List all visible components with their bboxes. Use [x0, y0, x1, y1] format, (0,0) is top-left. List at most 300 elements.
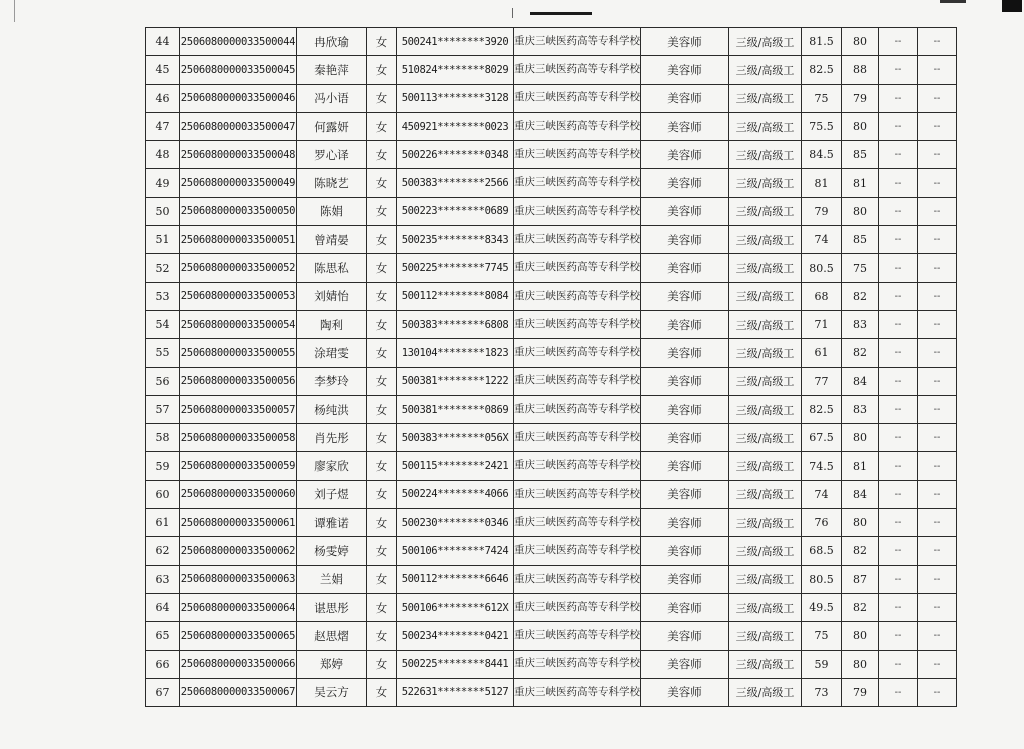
occupation-cell: 美容师 [641, 254, 729, 282]
extra-score-cell: -- [918, 678, 957, 706]
name-cell: 杨纯洪 [297, 395, 367, 423]
level-cell: 三级/高级工 [729, 28, 802, 56]
gender-cell: 女 [367, 254, 397, 282]
school-cell: 重庆三峡医药高等专科学校 [514, 226, 641, 254]
name-cell: 兰娟 [297, 565, 367, 593]
name-cell: 何露妍 [297, 112, 367, 140]
exam-number-cell: 2506080000033500063 [180, 565, 297, 593]
theory-score-cell: 75 [802, 622, 842, 650]
skill-score-cell: 79 [842, 678, 879, 706]
gender-cell: 女 [367, 650, 397, 678]
seq-cell: 56 [146, 367, 180, 395]
name-cell: 肖先彤 [297, 424, 367, 452]
school-cell: 重庆三峡医药高等专科学校 [514, 197, 641, 225]
scan-edge-mark [940, 0, 966, 3]
exam-number-cell: 2506080000033500045 [180, 56, 297, 84]
table-row [146, 56, 957, 84]
school-cell: 重庆三峡医药高等专科学校 [514, 452, 641, 480]
extra-score-cell: -- [879, 565, 918, 593]
extra-score-cell: -- [879, 622, 918, 650]
skill-score-cell: 82 [842, 593, 879, 621]
exam-number-cell: 2506080000033500050 [180, 197, 297, 225]
extra-score-cell: -- [879, 282, 918, 310]
exam-number-cell: 2506080000033500062 [180, 537, 297, 565]
level-cell: 三级/高级工 [729, 197, 802, 225]
exam-number-cell: 2506080000033500047 [180, 112, 297, 140]
table-row [146, 424, 957, 452]
id-number-cell: 500234********0421 [397, 622, 514, 650]
level-cell: 三级/高级工 [729, 310, 802, 338]
table-row [146, 480, 957, 508]
id-number-cell: 500381********0869 [397, 395, 514, 423]
id-number-cell: 500112********6646 [397, 565, 514, 593]
exam-number-cell: 2506080000033500055 [180, 339, 297, 367]
table-row [146, 141, 957, 169]
skill-score-cell: 80 [842, 112, 879, 140]
gender-cell: 女 [367, 226, 397, 254]
skill-score-cell: 80 [842, 509, 879, 537]
extra-score-cell: -- [918, 650, 957, 678]
seq-cell: 59 [146, 452, 180, 480]
school-cell: 重庆三峡医药高等专科学校 [514, 84, 641, 112]
table-row [146, 226, 957, 254]
theory-score-cell: 76 [802, 509, 842, 537]
level-cell: 三级/高级工 [729, 84, 802, 112]
id-number-cell: 500226********0348 [397, 141, 514, 169]
level-cell: 三级/高级工 [729, 112, 802, 140]
seq-cell: 45 [146, 56, 180, 84]
table-row [146, 282, 957, 310]
theory-score-cell: 79 [802, 197, 842, 225]
extra-score-cell: -- [879, 169, 918, 197]
id-number-cell: 500241********3920 [397, 28, 514, 56]
exam-number-cell: 2506080000033500059 [180, 452, 297, 480]
extra-score-cell: -- [879, 310, 918, 338]
theory-score-cell: 73 [802, 678, 842, 706]
occupation-cell: 美容师 [641, 226, 729, 254]
level-cell: 三级/高级工 [729, 622, 802, 650]
name-cell: 李梦玲 [297, 367, 367, 395]
exam-number-cell: 2506080000033500044 [180, 28, 297, 56]
school-cell: 重庆三峡医药高等专科学校 [514, 509, 641, 537]
extra-score-cell: -- [918, 254, 957, 282]
school-cell: 重庆三峡医药高等专科学校 [514, 565, 641, 593]
seq-cell: 63 [146, 565, 180, 593]
name-cell: 郑婷 [297, 650, 367, 678]
level-cell: 三级/高级工 [729, 537, 802, 565]
occupation-cell: 美容师 [641, 509, 729, 537]
table-row [146, 452, 957, 480]
seq-cell: 55 [146, 339, 180, 367]
seq-cell: 66 [146, 650, 180, 678]
gender-cell: 女 [367, 282, 397, 310]
skill-score-cell: 83 [842, 395, 879, 423]
seq-cell: 50 [146, 197, 180, 225]
extra-score-cell: -- [879, 226, 918, 254]
gender-cell: 女 [367, 509, 397, 537]
id-number-cell: 500225********8441 [397, 650, 514, 678]
table-row [146, 565, 957, 593]
skill-score-cell: 85 [842, 141, 879, 169]
theory-score-cell: 74 [802, 226, 842, 254]
level-cell: 三级/高级工 [729, 169, 802, 197]
seq-cell: 46 [146, 84, 180, 112]
school-cell: 重庆三峡医药高等专科学校 [514, 537, 641, 565]
extra-score-cell: -- [879, 395, 918, 423]
exam-number-cell: 2506080000033500058 [180, 424, 297, 452]
skill-score-cell: 83 [842, 310, 879, 338]
exam-number-cell: 2506080000033500066 [180, 650, 297, 678]
exam-number-cell: 2506080000033500061 [180, 509, 297, 537]
exam-number-cell: 2506080000033500067 [180, 678, 297, 706]
id-number-cell: 500381********1222 [397, 367, 514, 395]
occupation-cell: 美容师 [641, 395, 729, 423]
extra-score-cell: -- [918, 56, 957, 84]
name-cell: 陈娟 [297, 197, 367, 225]
extra-score-cell: -- [879, 254, 918, 282]
table-row [146, 28, 957, 56]
level-cell: 三级/高级工 [729, 509, 802, 537]
skill-score-cell: 80 [842, 650, 879, 678]
level-cell: 三级/高级工 [729, 141, 802, 169]
extra-score-cell: -- [918, 197, 957, 225]
scan-edge-mark [512, 8, 513, 18]
seq-cell: 65 [146, 622, 180, 650]
theory-score-cell: 77 [802, 367, 842, 395]
name-cell: 谌思彤 [297, 593, 367, 621]
exam-number-cell: 2506080000033500065 [180, 622, 297, 650]
level-cell: 三级/高级工 [729, 339, 802, 367]
table-row [146, 197, 957, 225]
exam-number-cell: 2506080000033500056 [180, 367, 297, 395]
name-cell: 秦艳萍 [297, 56, 367, 84]
occupation-cell: 美容师 [641, 452, 729, 480]
gender-cell: 女 [367, 537, 397, 565]
extra-score-cell: -- [918, 84, 957, 112]
gender-cell: 女 [367, 112, 397, 140]
school-cell: 重庆三峡医药高等专科学校 [514, 678, 641, 706]
skill-score-cell: 81 [842, 452, 879, 480]
extra-score-cell: -- [879, 84, 918, 112]
gender-cell: 女 [367, 565, 397, 593]
table-row [146, 254, 957, 282]
theory-score-cell: 81.5 [802, 28, 842, 56]
seq-cell: 67 [146, 678, 180, 706]
level-cell: 三级/高级工 [729, 678, 802, 706]
gender-cell: 女 [367, 678, 397, 706]
table-row [146, 622, 957, 650]
id-number-cell: 510824********8029 [397, 56, 514, 84]
gender-cell: 女 [367, 84, 397, 112]
skill-score-cell: 85 [842, 226, 879, 254]
theory-score-cell: 80.5 [802, 565, 842, 593]
table-row [146, 339, 957, 367]
id-number-cell: 500383********2566 [397, 169, 514, 197]
seq-cell: 47 [146, 112, 180, 140]
school-cell: 重庆三峡医药高等专科学校 [514, 254, 641, 282]
gender-cell: 女 [367, 622, 397, 650]
extra-score-cell: -- [918, 395, 957, 423]
id-number-cell: 500113********3128 [397, 84, 514, 112]
theory-score-cell: 75 [802, 84, 842, 112]
extra-score-cell: -- [918, 339, 957, 367]
id-number-cell: 500112********8084 [397, 282, 514, 310]
extra-score-cell: -- [918, 565, 957, 593]
theory-score-cell: 81 [802, 169, 842, 197]
extra-score-cell: -- [879, 339, 918, 367]
gender-cell: 女 [367, 593, 397, 621]
extra-score-cell: -- [918, 141, 957, 169]
extra-score-cell: -- [879, 509, 918, 537]
name-cell: 陈思私 [297, 254, 367, 282]
gender-cell: 女 [367, 395, 397, 423]
skill-score-cell: 80 [842, 622, 879, 650]
theory-score-cell: 61 [802, 339, 842, 367]
name-cell: 杨雯婷 [297, 537, 367, 565]
level-cell: 三级/高级工 [729, 424, 802, 452]
gender-cell: 女 [367, 56, 397, 84]
extra-score-cell: -- [879, 452, 918, 480]
occupation-cell: 美容师 [641, 480, 729, 508]
extra-score-cell: -- [879, 112, 918, 140]
table-row [146, 593, 957, 621]
name-cell: 罗心译 [297, 141, 367, 169]
occupation-cell: 美容师 [641, 339, 729, 367]
id-number-cell: 500235********8343 [397, 226, 514, 254]
school-cell: 重庆三峡医药高等专科学校 [514, 593, 641, 621]
exam-number-cell: 2506080000033500046 [180, 84, 297, 112]
skill-score-cell: 75 [842, 254, 879, 282]
extra-score-cell: -- [918, 367, 957, 395]
extra-score-cell: -- [879, 480, 918, 508]
table-row [146, 367, 957, 395]
level-cell: 三级/高级工 [729, 452, 802, 480]
school-cell: 重庆三峡医药高等专科学校 [514, 339, 641, 367]
theory-score-cell: 49.5 [802, 593, 842, 621]
theory-score-cell: 74 [802, 480, 842, 508]
name-cell: 谭雅诺 [297, 509, 367, 537]
level-cell: 三级/高级工 [729, 650, 802, 678]
extra-score-cell: -- [879, 650, 918, 678]
seq-cell: 49 [146, 169, 180, 197]
extra-score-cell: -- [879, 28, 918, 56]
extra-score-cell: -- [879, 367, 918, 395]
level-cell: 三级/高级工 [729, 395, 802, 423]
seq-cell: 51 [146, 226, 180, 254]
exam-number-cell: 2506080000033500052 [180, 254, 297, 282]
name-cell: 刘子煜 [297, 480, 367, 508]
seq-cell: 54 [146, 310, 180, 338]
occupation-cell: 美容师 [641, 537, 729, 565]
occupation-cell: 美容师 [641, 28, 729, 56]
extra-score-cell: -- [918, 593, 957, 621]
exam-number-cell: 2506080000033500057 [180, 395, 297, 423]
gender-cell: 女 [367, 310, 397, 338]
skill-score-cell: 80 [842, 197, 879, 225]
extra-score-cell: -- [918, 310, 957, 338]
level-cell: 三级/高级工 [729, 56, 802, 84]
extra-score-cell: -- [879, 197, 918, 225]
id-number-cell: 500383********056X [397, 424, 514, 452]
school-cell: 重庆三峡医药高等专科学校 [514, 112, 641, 140]
gender-cell: 女 [367, 424, 397, 452]
table-row [146, 112, 957, 140]
exam-number-cell: 2506080000033500051 [180, 226, 297, 254]
extra-score-cell: -- [918, 28, 957, 56]
extra-score-cell: -- [918, 282, 957, 310]
occupation-cell: 美容师 [641, 367, 729, 395]
theory-score-cell: 82.5 [802, 56, 842, 84]
id-number-cell: 500230********0346 [397, 509, 514, 537]
skill-score-cell: 84 [842, 480, 879, 508]
theory-score-cell: 80.5 [802, 254, 842, 282]
skill-score-cell: 82 [842, 339, 879, 367]
occupation-cell: 美容师 [641, 282, 729, 310]
level-cell: 三级/高级工 [729, 480, 802, 508]
skill-score-cell: 80 [842, 424, 879, 452]
theory-score-cell: 68.5 [802, 537, 842, 565]
name-cell: 赵思熠 [297, 622, 367, 650]
table-row [146, 509, 957, 537]
occupation-cell: 美容师 [641, 678, 729, 706]
exam-number-cell: 2506080000033500054 [180, 310, 297, 338]
seq-cell: 53 [146, 282, 180, 310]
skill-score-cell: 81 [842, 169, 879, 197]
occupation-cell: 美容师 [641, 310, 729, 338]
exam-number-cell: 2506080000033500060 [180, 480, 297, 508]
name-cell: 涂珺雯 [297, 339, 367, 367]
level-cell: 三级/高级工 [729, 367, 802, 395]
extra-score-cell: -- [879, 56, 918, 84]
id-number-cell: 500223********0689 [397, 197, 514, 225]
scan-edge-mark [1002, 0, 1022, 12]
table-row [146, 537, 957, 565]
name-cell: 冉欣瑜 [297, 28, 367, 56]
seq-cell: 52 [146, 254, 180, 282]
gender-cell: 女 [367, 141, 397, 169]
table-row [146, 395, 957, 423]
name-cell: 廖家欣 [297, 452, 367, 480]
name-cell: 冯小语 [297, 84, 367, 112]
id-number-cell: 500106********7424 [397, 537, 514, 565]
name-cell: 曾靖晏 [297, 226, 367, 254]
occupation-cell: 美容师 [641, 84, 729, 112]
occupation-cell: 美容师 [641, 593, 729, 621]
occupation-cell: 美容师 [641, 112, 729, 140]
id-number-cell: 500224********4066 [397, 480, 514, 508]
school-cell: 重庆三峡医药高等专科学校 [514, 141, 641, 169]
extra-score-cell: -- [918, 112, 957, 140]
school-cell: 重庆三峡医药高等专科学校 [514, 395, 641, 423]
exam-number-cell: 2506080000033500048 [180, 141, 297, 169]
school-cell: 重庆三峡医药高等专科学校 [514, 480, 641, 508]
level-cell: 三级/高级工 [729, 593, 802, 621]
exam-results-body [146, 28, 957, 707]
school-cell: 重庆三峡医药高等专科学校 [514, 169, 641, 197]
skill-score-cell: 82 [842, 537, 879, 565]
occupation-cell: 美容师 [641, 56, 729, 84]
theory-score-cell: 59 [802, 650, 842, 678]
skill-score-cell: 88 [842, 56, 879, 84]
level-cell: 三级/高级工 [729, 254, 802, 282]
level-cell: 三级/高级工 [729, 565, 802, 593]
name-cell: 陶利 [297, 310, 367, 338]
id-number-cell: 130104********1823 [397, 339, 514, 367]
seq-cell: 62 [146, 537, 180, 565]
school-cell: 重庆三峡医药高等专科学校 [514, 28, 641, 56]
school-cell: 重庆三峡医药高等专科学校 [514, 424, 641, 452]
extra-score-cell: -- [918, 537, 957, 565]
table-row [146, 310, 957, 338]
seq-cell: 60 [146, 480, 180, 508]
gender-cell: 女 [367, 28, 397, 56]
occupation-cell: 美容师 [641, 622, 729, 650]
seq-cell: 57 [146, 395, 180, 423]
school-cell: 重庆三峡医药高等专科学校 [514, 310, 641, 338]
extra-score-cell: -- [918, 509, 957, 537]
occupation-cell: 美容师 [641, 565, 729, 593]
skill-score-cell: 79 [842, 84, 879, 112]
extra-score-cell: -- [918, 226, 957, 254]
extra-score-cell: -- [879, 593, 918, 621]
theory-score-cell: 71 [802, 310, 842, 338]
theory-score-cell: 82.5 [802, 395, 842, 423]
level-cell: 三级/高级工 [729, 226, 802, 254]
id-number-cell: 500225********7745 [397, 254, 514, 282]
gender-cell: 女 [367, 367, 397, 395]
id-number-cell: 500383********6808 [397, 310, 514, 338]
seq-cell: 48 [146, 141, 180, 169]
occupation-cell: 美容师 [641, 424, 729, 452]
gender-cell: 女 [367, 452, 397, 480]
school-cell: 重庆三峡医药高等专科学校 [514, 56, 641, 84]
table-row [146, 169, 957, 197]
extra-score-cell: -- [879, 678, 918, 706]
occupation-cell: 美容师 [641, 197, 729, 225]
occupation-cell: 美容师 [641, 169, 729, 197]
seq-cell: 61 [146, 509, 180, 537]
exam-number-cell: 2506080000033500053 [180, 282, 297, 310]
gender-cell: 女 [367, 197, 397, 225]
extra-score-cell: -- [918, 452, 957, 480]
theory-score-cell: 75.5 [802, 112, 842, 140]
table-row [146, 84, 957, 112]
occupation-cell: 美容师 [641, 141, 729, 169]
skill-score-cell: 82 [842, 282, 879, 310]
exam-number-cell: 2506080000033500064 [180, 593, 297, 621]
gender-cell: 女 [367, 339, 397, 367]
extra-score-cell: -- [918, 169, 957, 197]
level-cell: 三级/高级工 [729, 282, 802, 310]
extra-score-cell: -- [879, 141, 918, 169]
extra-score-cell: -- [918, 480, 957, 508]
gender-cell: 女 [367, 480, 397, 508]
school-cell: 重庆三峡医药高等专科学校 [514, 367, 641, 395]
id-number-cell: 500106********612X [397, 593, 514, 621]
scan-edge-mark [14, 0, 15, 22]
exam-results-table [145, 27, 957, 707]
table-row [146, 650, 957, 678]
school-cell: 重庆三峡医药高等专科学校 [514, 650, 641, 678]
seq-cell: 58 [146, 424, 180, 452]
table-row [146, 678, 957, 706]
skill-score-cell: 84 [842, 367, 879, 395]
extra-score-cell: -- [879, 424, 918, 452]
id-number-cell: 500115********2421 [397, 452, 514, 480]
school-cell: 重庆三峡医药高等专科学校 [514, 622, 641, 650]
name-cell: 刘婧怡 [297, 282, 367, 310]
theory-score-cell: 67.5 [802, 424, 842, 452]
